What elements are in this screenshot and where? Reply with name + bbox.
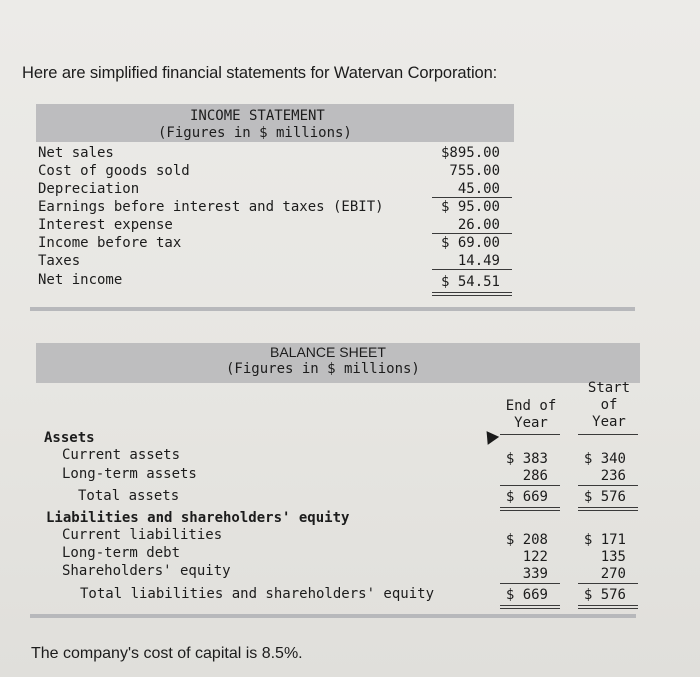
bs-end-shareholders-equity: 339 — [522, 566, 548, 582]
bs-start-double-d — [578, 608, 638, 609]
is-label-net-income: Net income — [38, 272, 123, 288]
bs-start-total-liabilities-equity: $ 576 — [583, 587, 626, 603]
bs-label-long-term-assets: Long-term assets — [62, 466, 197, 482]
is-label-income-before-tax: Income before tax — [38, 235, 182, 251]
column-header-end-of-year: End of Year — [505, 398, 557, 431]
intro-text: Here are simplified financial statements for Watervan Corporation: — [22, 64, 498, 82]
is-underline-3 — [432, 269, 512, 270]
bs-label-long-term-debt: Long-term debt — [62, 545, 181, 561]
bs-label-shareholders-equity: Shareholders' equity — [62, 563, 231, 579]
bs-label-current-assets: Current assets — [62, 447, 181, 463]
is-underline-1 — [432, 197, 512, 198]
bs-start-double-a — [578, 507, 638, 508]
is-label-net-sales: Net sales — [38, 145, 114, 161]
income-statement-subtitle: (Figures in $ millions) — [158, 125, 352, 141]
bs-start-underline-2 — [578, 583, 638, 584]
is-value-interest: 26.00 — [457, 217, 500, 233]
is-label-ebit: Earnings before interest and taxes (EBIT) — [38, 199, 384, 215]
is-value-cogs: 755.00 — [449, 163, 500, 179]
is-value-depreciation: 45.00 — [457, 181, 500, 197]
bs-label-total-assets: Total assets — [78, 488, 180, 504]
bs-label-current-liabilities: Current liabilities — [62, 527, 223, 543]
is-value-ebit: $ 95.00 — [440, 199, 500, 215]
bs-end-double-d — [500, 608, 560, 609]
is-value-taxes: 14.49 — [457, 253, 500, 269]
bs-end-double-a — [500, 507, 560, 508]
bs-start-double-b — [578, 510, 638, 511]
is-value-net-income: $ 54.51 — [440, 274, 500, 290]
is-bottom-rule — [30, 307, 635, 311]
bs-end-current-liabilities: $ 208 — [505, 532, 548, 548]
is-double-underline-b — [432, 295, 512, 296]
col-end-header-underline — [500, 434, 560, 435]
bs-start-underline-1 — [578, 485, 638, 486]
bs-end-underline-2 — [500, 583, 560, 584]
column-header-start-of-year: Start of Year — [587, 380, 631, 430]
is-label-cogs: Cost of goods sold — [38, 163, 190, 179]
bs-start-long-term-assets: 236 — [600, 468, 626, 484]
income-statement-title: INCOME STATEMENT — [190, 108, 325, 124]
bs-end-double-c — [500, 605, 560, 606]
bs-start-current-assets: $ 340 — [583, 451, 626, 467]
bs-end-total-liabilities-equity: $ 669 — [505, 587, 548, 603]
is-value-income-before-tax: $ 69.00 — [440, 235, 500, 251]
bs-end-total-assets: $ 669 — [505, 489, 548, 505]
bs-end-long-term-assets: 286 — [522, 468, 548, 484]
bs-end-double-b — [500, 510, 560, 511]
bs-label-total-liabilities-equity: Total liabilities and shareholders' equity — [80, 586, 435, 602]
bs-bottom-rule — [30, 614, 636, 618]
balance-sheet-title: BALANCE SHEET — [270, 344, 386, 360]
footer-text: The company's cost of capital is 8.5%. — [31, 645, 303, 662]
assets-header: Assets — [44, 430, 95, 446]
bs-start-current-liabilities: $ 171 — [583, 532, 626, 548]
is-label-taxes: Taxes — [38, 253, 81, 269]
bs-start-double-c — [578, 605, 638, 606]
is-label-depreciation: Depreciation — [38, 181, 140, 197]
bs-start-shareholders-equity: 270 — [600, 566, 626, 582]
bs-end-underline-1 — [500, 485, 560, 486]
is-double-underline-a — [432, 292, 512, 293]
liabilities-header: Liabilities and shareholders' equity — [46, 510, 350, 526]
col-start-header-underline — [578, 434, 638, 435]
bs-start-total-assets: $ 576 — [583, 489, 626, 505]
balance-sheet-subtitle: (Figures in $ millions) — [226, 361, 420, 377]
is-underline-2 — [432, 233, 512, 234]
is-value-net-sales: $895.00 — [440, 145, 500, 161]
bs-start-long-term-debt: 135 — [600, 549, 626, 565]
bs-end-current-assets: $ 383 — [505, 451, 548, 467]
bs-end-long-term-debt: 122 — [522, 549, 548, 565]
is-label-interest: Interest expense — [38, 217, 173, 233]
